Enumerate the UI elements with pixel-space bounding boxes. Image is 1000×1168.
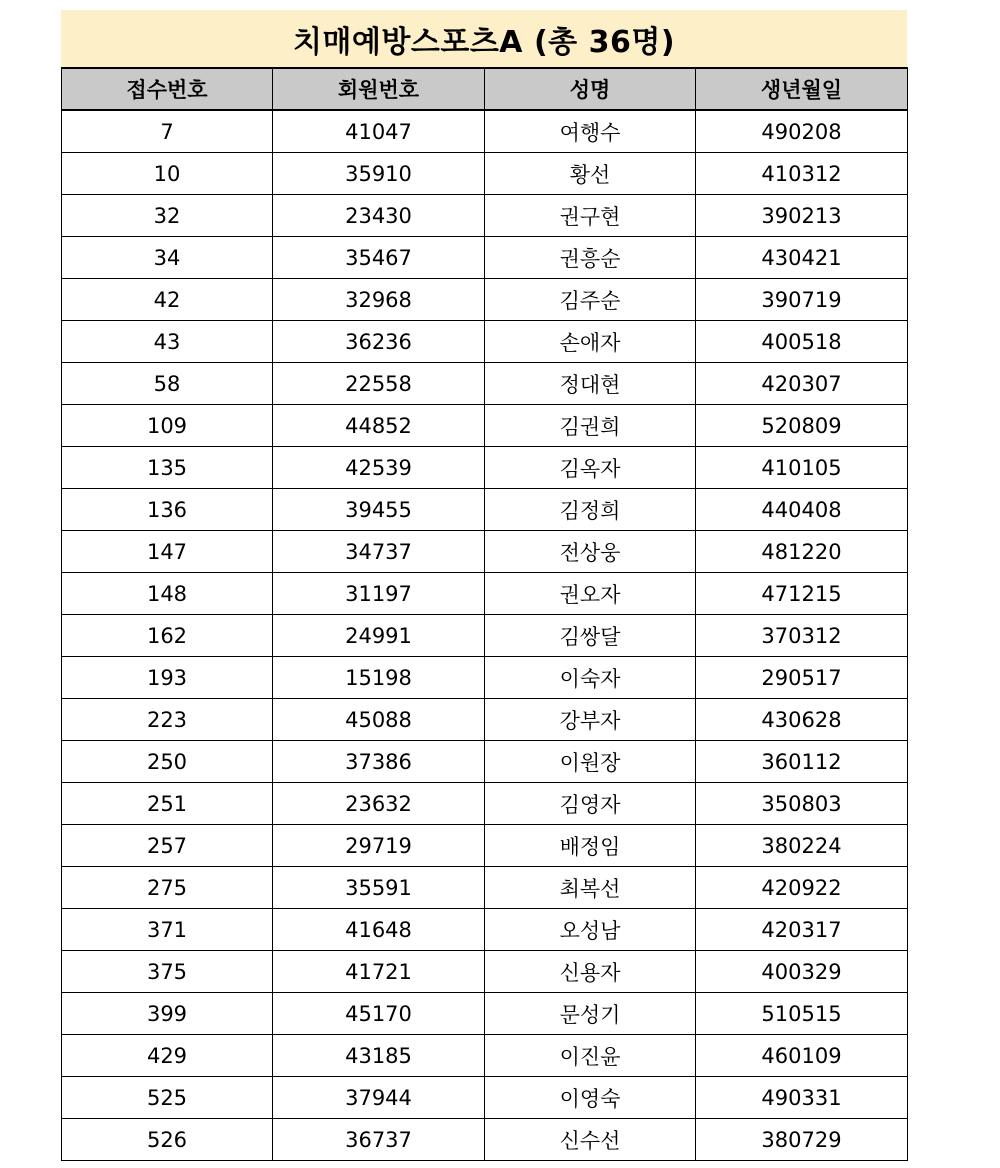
receipt-number-cell: 147	[62, 531, 273, 573]
receipt-number-cell: 525	[62, 1077, 273, 1119]
birthdate-cell: 400329	[696, 951, 908, 993]
receipt-number-cell: 250	[62, 741, 273, 783]
name-cell: 전상웅	[485, 531, 696, 573]
member-number-cell: 23430	[273, 195, 485, 237]
birthdate-cell: 430421	[696, 237, 908, 279]
receipt-number-cell: 371	[62, 909, 273, 951]
member-number-cell: 35591	[273, 867, 485, 909]
birthdate-cell: 390719	[696, 279, 908, 321]
receipt-number-cell: 375	[62, 951, 273, 993]
receipt-number-cell: 58	[62, 363, 273, 405]
table-header	[62, 68, 908, 110]
name-cell: 여행수	[485, 110, 696, 153]
name-cell: 신용자	[485, 951, 696, 993]
birthdate-cell: 410312	[696, 153, 908, 195]
table-row	[62, 1119, 908, 1161]
member-number-cell: 45088	[273, 699, 485, 741]
name-cell: 이진윤	[485, 1035, 696, 1077]
birthdate-cell: 420317	[696, 909, 908, 951]
table-row	[62, 867, 908, 909]
birthdate-cell: 390213	[696, 195, 908, 237]
birthdate-cell: 471215	[696, 573, 908, 615]
receipt-number-cell: 257	[62, 825, 273, 867]
column-header-birthdate: 생년월일	[696, 68, 908, 110]
birthdate-cell: 490331	[696, 1077, 908, 1119]
receipt-number-cell: 34	[62, 237, 273, 279]
name-cell: 김권희	[485, 405, 696, 447]
table-row	[62, 951, 908, 993]
birthdate-cell: 400518	[696, 321, 908, 363]
table-row	[62, 363, 908, 405]
table-row	[62, 237, 908, 279]
receipt-number-cell: 223	[62, 699, 273, 741]
birthdate-cell: 380224	[696, 825, 908, 867]
name-cell: 이원장	[485, 741, 696, 783]
member-number-cell: 43185	[273, 1035, 485, 1077]
name-cell: 최복선	[485, 867, 696, 909]
birthdate-cell: 370312	[696, 615, 908, 657]
receipt-number-cell: 32	[62, 195, 273, 237]
column-header-receipt-number: 접수번호	[62, 68, 273, 110]
receipt-number-cell: 42	[62, 279, 273, 321]
name-cell: 황선	[485, 153, 696, 195]
sheet-title: 치매예방스포츠A (총 36명)	[61, 10, 907, 67]
birthdate-cell: 510515	[696, 993, 908, 1035]
receipt-number-cell: 148	[62, 573, 273, 615]
member-number-cell: 36236	[273, 321, 485, 363]
member-number-cell: 35467	[273, 237, 485, 279]
table-row	[62, 531, 908, 573]
name-cell: 김주순	[485, 279, 696, 321]
member-number-cell: 24991	[273, 615, 485, 657]
birthdate-cell: 380729	[696, 1119, 908, 1161]
name-cell: 이숙자	[485, 657, 696, 699]
name-cell: 이영숙	[485, 1077, 696, 1119]
member-number-cell: 41648	[273, 909, 485, 951]
birthdate-cell: 481220	[696, 531, 908, 573]
roster-table	[61, 67, 908, 1161]
table-row	[62, 405, 908, 447]
name-cell: 김영자	[485, 783, 696, 825]
member-number-cell: 37386	[273, 741, 485, 783]
name-cell: 문성기	[485, 993, 696, 1035]
member-number-cell: 15198	[273, 657, 485, 699]
table-row	[62, 741, 908, 783]
member-number-cell: 41721	[273, 951, 485, 993]
name-cell: 손애자	[485, 321, 696, 363]
birthdate-cell: 490208	[696, 110, 908, 153]
receipt-number-cell: 193	[62, 657, 273, 699]
table-row	[62, 993, 908, 1035]
table-row	[62, 153, 908, 195]
name-cell: 권오자	[485, 573, 696, 615]
member-number-cell: 31197	[273, 573, 485, 615]
table-row	[62, 699, 908, 741]
member-number-cell: 23632	[273, 783, 485, 825]
birthdate-cell: 420922	[696, 867, 908, 909]
birthdate-cell: 350803	[696, 783, 908, 825]
member-number-cell: 29719	[273, 825, 485, 867]
receipt-number-cell: 7	[62, 110, 273, 153]
name-cell: 신수선	[485, 1119, 696, 1161]
name-cell: 김쌍달	[485, 615, 696, 657]
name-cell: 권구현	[485, 195, 696, 237]
receipt-number-cell: 43	[62, 321, 273, 363]
header-row	[62, 68, 908, 110]
table-row	[62, 1035, 908, 1077]
receipt-number-cell: 526	[62, 1119, 273, 1161]
name-cell: 배정임	[485, 825, 696, 867]
table-row	[62, 279, 908, 321]
roster-sheet	[61, 10, 907, 1161]
name-cell: 오성남	[485, 909, 696, 951]
birthdate-cell: 430628	[696, 699, 908, 741]
column-header-name: 성명	[485, 68, 696, 110]
table-row	[62, 657, 908, 699]
receipt-number-cell: 251	[62, 783, 273, 825]
birthdate-cell: 460109	[696, 1035, 908, 1077]
member-number-cell: 35910	[273, 153, 485, 195]
receipt-number-cell: 429	[62, 1035, 273, 1077]
name-cell: 정대현	[485, 363, 696, 405]
table-row	[62, 195, 908, 237]
birthdate-cell: 440408	[696, 489, 908, 531]
receipt-number-cell: 162	[62, 615, 273, 657]
member-number-cell: 45170	[273, 993, 485, 1035]
receipt-number-cell: 109	[62, 405, 273, 447]
receipt-number-cell: 135	[62, 447, 273, 489]
member-number-cell: 42539	[273, 447, 485, 489]
table-row	[62, 321, 908, 363]
birthdate-cell: 410105	[696, 447, 908, 489]
member-number-cell: 34737	[273, 531, 485, 573]
birthdate-cell: 520809	[696, 405, 908, 447]
receipt-number-cell: 399	[62, 993, 273, 1035]
member-number-cell: 22558	[273, 363, 485, 405]
table-row	[62, 909, 908, 951]
column-header-member-number: 회원번호	[273, 68, 485, 110]
receipt-number-cell: 10	[62, 153, 273, 195]
table-row	[62, 447, 908, 489]
birthdate-cell: 360112	[696, 741, 908, 783]
receipt-number-cell: 136	[62, 489, 273, 531]
name-cell: 권흥순	[485, 237, 696, 279]
name-cell: 김정희	[485, 489, 696, 531]
member-number-cell: 36737	[273, 1119, 485, 1161]
table-row	[62, 615, 908, 657]
member-number-cell: 37944	[273, 1077, 485, 1119]
table-row	[62, 825, 908, 867]
table-row	[62, 489, 908, 531]
table-row	[62, 110, 908, 153]
name-cell: 강부자	[485, 699, 696, 741]
name-cell: 김옥자	[485, 447, 696, 489]
birthdate-cell: 420307	[696, 363, 908, 405]
receipt-number-cell: 275	[62, 867, 273, 909]
table-row	[62, 783, 908, 825]
member-number-cell: 39455	[273, 489, 485, 531]
table-row	[62, 1077, 908, 1119]
birthdate-cell: 290517	[696, 657, 908, 699]
member-number-cell: 44852	[273, 405, 485, 447]
table-row	[62, 573, 908, 615]
member-number-cell: 41047	[273, 110, 485, 153]
member-number-cell: 32968	[273, 279, 485, 321]
table-body	[62, 110, 908, 1161]
